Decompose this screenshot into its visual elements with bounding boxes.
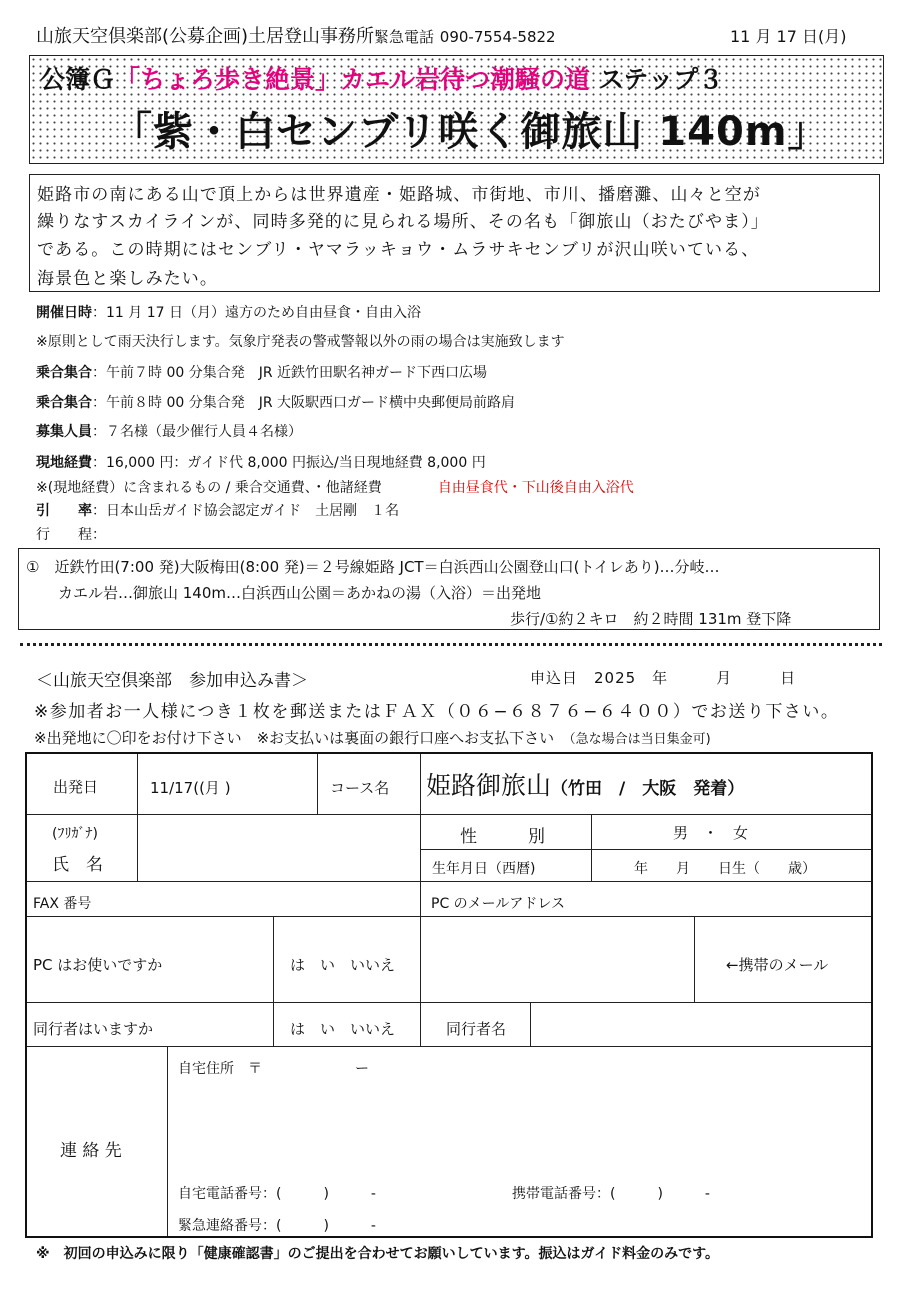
- info-date: [36, 302, 421, 322]
- cut-line: [20, 643, 882, 646]
- course-label: コース名: [330, 779, 390, 797]
- course-options[interactable]: （竹田 / 大阪 発着）: [551, 779, 745, 799]
- name-field[interactable]: [137, 815, 417, 879]
- event-date: 11 月 17 日(月): [730, 27, 847, 46]
- departure-value[interactable]: 11/17((月 ): [150, 779, 231, 797]
- companion-name-label: 同行者名: [446, 1020, 507, 1038]
- info-cost-note: [36, 477, 634, 497]
- mark-note-small: （急な場合は当日集金可): [569, 732, 711, 747]
- info-capacity: [36, 421, 302, 441]
- title-step: ステップ３: [598, 65, 724, 94]
- organizer-name: 山旅天空倶楽部(公募企画)土居登山事務所: [36, 26, 375, 47]
- pc-use-label: PC はお使いですか: [33, 956, 163, 974]
- course-value: 姫路御旅山: [426, 771, 552, 800]
- departure-label: 出発日: [53, 778, 99, 796]
- info-meet1-label: 乗合集合: [36, 365, 92, 381]
- emergency-phone: 090-7554-5822: [439, 28, 556, 46]
- pc-use-options[interactable]: は い いいえ: [290, 956, 396, 974]
- info-capacity-label: 募集人員: [36, 424, 92, 440]
- birth-label: 生年月日（西暦): [432, 861, 536, 877]
- furigana-label: (ﾌﾘｶﾞﾅ): [52, 826, 98, 842]
- address-dash: ー: [355, 1061, 369, 1077]
- info-itinerary-label: 行 程：: [36, 527, 106, 543]
- fax-note: ※参加者お一人様につき１枚を郵送またはＦＡＸ（０６−６８７６−６４００）でお送り下さい。: [34, 702, 840, 722]
- info-guide: [36, 500, 399, 520]
- emergency-contact[interactable]: 緊急連絡番号：( ) -: [178, 1218, 376, 1234]
- info-cost: [36, 452, 486, 472]
- apply-date: 申込日 2025 年 月 日: [530, 669, 797, 687]
- footer-note: ※ 初回の申込みに限り「健康確認書」のご提出を合わせてお願いしています。振込はガイド料金のみです。: [36, 1246, 719, 1262]
- contact-label: 連 絡 先: [60, 1141, 122, 1161]
- birth-value[interactable]: 年 月 日生（ 歳）: [634, 861, 816, 877]
- address-label: 自宅住所 〒: [178, 1061, 262, 1077]
- title-line: [40, 60, 723, 96]
- fax-label: FAX 番号: [33, 896, 92, 912]
- gender-value[interactable]: 男 ・ 女: [673, 824, 749, 842]
- mobile-phone[interactable]: 携帯電話番号：( ) -: [512, 1186, 710, 1202]
- info-cost-label: 現地経費: [36, 455, 92, 471]
- mark-note: [34, 727, 711, 748]
- info-meet2: [36, 392, 515, 412]
- info-meet2-label: 乗合集合: [36, 395, 92, 411]
- pc-mail-label: PC のメールアドレス: [431, 896, 565, 912]
- title-series: 「ちょろ歩き絶景」カエル岩待つ潮騒の道: [115, 65, 591, 94]
- title-prefix: 公簿Ｇ: [40, 65, 116, 94]
- mobile-mail-field[interactable]: [423, 918, 691, 1000]
- info-cost-value: ：16,000 円：ガイド代 8,000 円振込/当日現地経費 8,000 円: [92, 455, 486, 471]
- itinerary-line: カエル岩…御旅山 140m…白浜西山公園＝あかねの湯（入浴）＝出発地: [58, 584, 542, 602]
- info-guide-value: ：日本山岳ガイド協会認定ガイド 土居剛 １名: [92, 503, 400, 519]
- gender-label: 性 別: [460, 827, 545, 847]
- page-title: 「紫・白センブリ咲く御旅山 140m」: [112, 109, 829, 155]
- application-heading: ＜山旅天空倶楽部 参加申込み書＞: [36, 671, 308, 691]
- info-guide-label: 引 率: [36, 503, 92, 519]
- cost-included: ※(現地経費）に含まれるもの / 乗合交通費、・他諸経費: [36, 480, 382, 496]
- info-meet1-value: ：午前７時 00 分集合発 JR 近鉄竹田駅名神ガード下西口広場: [92, 365, 488, 381]
- cost-excluded: 自由昼食代・下山後自由入浴代: [437, 480, 634, 496]
- mobile-mail-label: ←携帯のメール: [726, 956, 829, 974]
- info-meet2-value: ：午前８時 00 分集合発 JR 大阪駅西口ガード横中央郵便局前路肩: [92, 395, 516, 411]
- info-date-label: 開催日時: [36, 305, 92, 321]
- info-capacity-value: ：７名様（最少催行人員４名様）: [92, 424, 302, 440]
- intro-line: 繰りなすスカイラインが、同時多発的に見られる場所、その名も「御旅山（おたびやま）」: [37, 212, 769, 232]
- home-phone[interactable]: 自宅電話番号：( ) -: [178, 1186, 376, 1202]
- intro-line: である。この時期にはセンブリ・ヤマラッキョウ・ムラサキセンブリが沢山咲いている、: [37, 240, 760, 260]
- course-name: [426, 766, 744, 802]
- emergency-label: 緊急電話: [374, 28, 435, 46]
- info-rain-note: ※原則として雨天決行します。気象庁発表の警戒警報以外の雨の場合は実施致します: [36, 334, 565, 350]
- info-meet1: [36, 362, 487, 382]
- itinerary-line: ① 近鉄竹田(7:00 発)大阪梅田(8:00 発)＝２号線姫路 JCT＝白浜西山公園登山口(トイレあり)…分岐…: [26, 558, 720, 576]
- companion-label: 同行者はいますか: [33, 1020, 154, 1038]
- intro-line: 姫路市の南にある山で頂上からは世界遺産・姫路城、市街地、市川、播磨灘、山々と空が: [37, 185, 761, 205]
- info-date-value: ：11 月 17 日（月）遠方のため自由昼食・自由入浴: [92, 305, 421, 321]
- companion-options[interactable]: は い いいえ: [290, 1020, 396, 1038]
- organizer-header: [36, 22, 556, 48]
- name-label: 氏 名: [52, 855, 103, 875]
- itinerary-walk: 歩行/①約２キロ 約２時間 131m 登下降: [510, 610, 792, 628]
- intro-line: 海景色と楽しみたい。: [37, 269, 218, 289]
- mark-note-text: ※出発地に〇印をお付け下さい ※お支払いは裏面の銀行口座へお支払下さい: [34, 729, 555, 747]
